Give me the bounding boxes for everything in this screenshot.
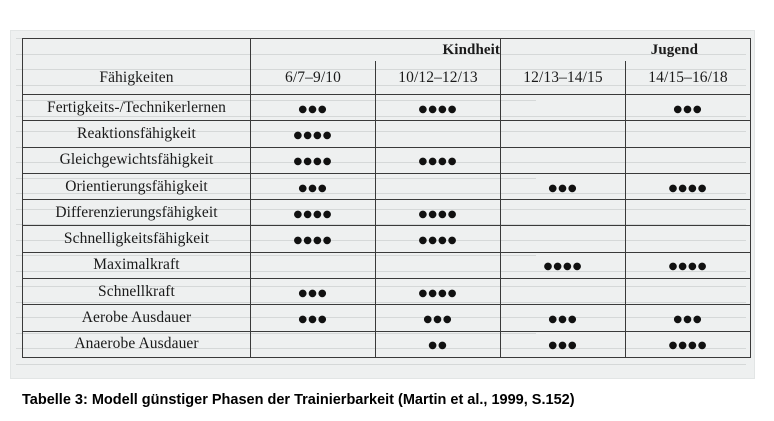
rating-dots-icon: ●●●● xyxy=(418,103,458,115)
rating-cell xyxy=(626,173,751,199)
rating-cell xyxy=(626,252,751,278)
table-caption: Tabelle 3: Modell günstiger Phasen der Trainierbarkeit (Martin et al., 1999, S.152) xyxy=(22,392,575,408)
column-header-row xyxy=(23,61,751,95)
rating-dots-icon: ●●● xyxy=(548,314,578,326)
rating-cell xyxy=(501,173,626,199)
rating-cell xyxy=(626,200,751,226)
rating-dots-icon: ●●●● xyxy=(418,208,458,220)
trainability-phases-table xyxy=(22,38,751,358)
rating-dots-icon: ●●● xyxy=(423,314,453,326)
rating-dots-icon: ●●● xyxy=(298,182,328,194)
rating-dots-icon: ●●●● xyxy=(543,261,583,273)
rating-cell xyxy=(251,279,376,305)
rating-dots-icon: ●●●● xyxy=(668,340,708,352)
rating-cell xyxy=(501,121,626,147)
rating-cell xyxy=(376,305,501,331)
table-row xyxy=(23,331,751,357)
rating-cell xyxy=(501,305,626,331)
column-header-age-1: 6/7–9/10 xyxy=(251,61,376,95)
skill-label: Reaktionsfähigkeit xyxy=(23,121,251,147)
rating-dots-icon: ●●●● xyxy=(293,235,333,247)
rating-cell xyxy=(626,226,751,252)
rating-dots-icon: ●●●● xyxy=(418,287,458,299)
skill-label: Schnelligkeitsfähigkeit xyxy=(23,226,251,252)
skill-label: Aerobe Ausdauer xyxy=(23,305,251,331)
rating-cell xyxy=(376,252,501,278)
table-row xyxy=(23,226,751,252)
rating-cell xyxy=(251,200,376,226)
rating-cell xyxy=(626,331,751,357)
rating-dots-icon: ●●● xyxy=(298,287,328,299)
table-row xyxy=(23,95,751,121)
rating-cell xyxy=(251,95,376,121)
rating-cell xyxy=(376,147,501,173)
rating-dots-icon: ●●●● xyxy=(293,208,333,220)
skill-label: Fertigkeits-/Technikerlernen xyxy=(23,95,251,121)
rating-cell xyxy=(251,121,376,147)
rating-dots-icon: ●●●● xyxy=(418,235,458,247)
table-row xyxy=(23,252,751,278)
rating-dots-icon: ●●●● xyxy=(418,156,458,168)
table-row xyxy=(23,279,751,305)
column-header-age-4: 14/15–16/18 xyxy=(626,61,751,95)
rating-cell xyxy=(501,95,626,121)
rating-cell xyxy=(626,279,751,305)
skill-label: Anaerobe Ausdauer xyxy=(23,331,251,357)
rating-cell xyxy=(501,200,626,226)
rating-cell xyxy=(501,331,626,357)
rating-cell xyxy=(251,226,376,252)
rating-cell xyxy=(376,173,501,199)
table-row xyxy=(23,147,751,173)
rating-cell xyxy=(376,121,501,147)
rating-cell xyxy=(251,147,376,173)
column-header-skills: Fähigkeiten xyxy=(23,61,251,95)
rating-cell xyxy=(376,95,501,121)
rating-dots-icon: ●●●● xyxy=(668,261,708,273)
group-header-youth: Jugend xyxy=(501,39,751,62)
skill-label: Differenzierungsfähigkeit xyxy=(23,200,251,226)
table-row xyxy=(23,305,751,331)
rating-dots-icon: ●●● xyxy=(548,340,578,352)
table-row xyxy=(23,173,751,199)
rating-cell xyxy=(626,121,751,147)
rating-cell xyxy=(626,305,751,331)
bleed-through-line xyxy=(16,364,746,365)
rating-dots-icon: ●● xyxy=(428,340,448,352)
rating-cell xyxy=(251,331,376,357)
rating-cell xyxy=(376,331,501,357)
group-header-childhood: Kindheit xyxy=(251,39,501,62)
skill-label: Orientierungsfähigkeit xyxy=(23,173,251,199)
rating-dots-icon: ●●●● xyxy=(293,129,333,141)
table-body xyxy=(23,95,751,358)
rating-cell xyxy=(501,252,626,278)
column-header-age-2: 10/12–12/13 xyxy=(376,61,501,95)
rating-cell xyxy=(376,226,501,252)
table-row xyxy=(23,200,751,226)
skill-label: Maximalkraft xyxy=(23,252,251,278)
group-header-blank xyxy=(23,39,251,62)
rating-cell xyxy=(626,95,751,121)
rating-cell xyxy=(251,305,376,331)
rating-cell xyxy=(376,200,501,226)
rating-dots-icon: ●●● xyxy=(548,182,578,194)
rating-cell xyxy=(626,147,751,173)
rating-dots-icon: ●●● xyxy=(298,103,328,115)
skill-label: Gleichgewichtsfähigkeit xyxy=(23,147,251,173)
rating-cell xyxy=(251,252,376,278)
rating-dots-icon: ●●● xyxy=(673,314,703,326)
column-header-age-3: 12/13–14/15 xyxy=(501,61,626,95)
age-group-header-row xyxy=(23,39,751,62)
table-row xyxy=(23,121,751,147)
rating-dots-icon: ●●●● xyxy=(668,182,708,194)
rating-cell xyxy=(501,279,626,305)
rating-dots-icon: ●●● xyxy=(673,103,703,115)
rating-cell xyxy=(501,226,626,252)
rating-dots-icon: ●●● xyxy=(298,314,328,326)
rating-cell xyxy=(501,147,626,173)
skill-label: Schnellkraft xyxy=(23,279,251,305)
rating-cell xyxy=(251,173,376,199)
rating-cell xyxy=(376,279,501,305)
rating-dots-icon: ●●●● xyxy=(293,156,333,168)
